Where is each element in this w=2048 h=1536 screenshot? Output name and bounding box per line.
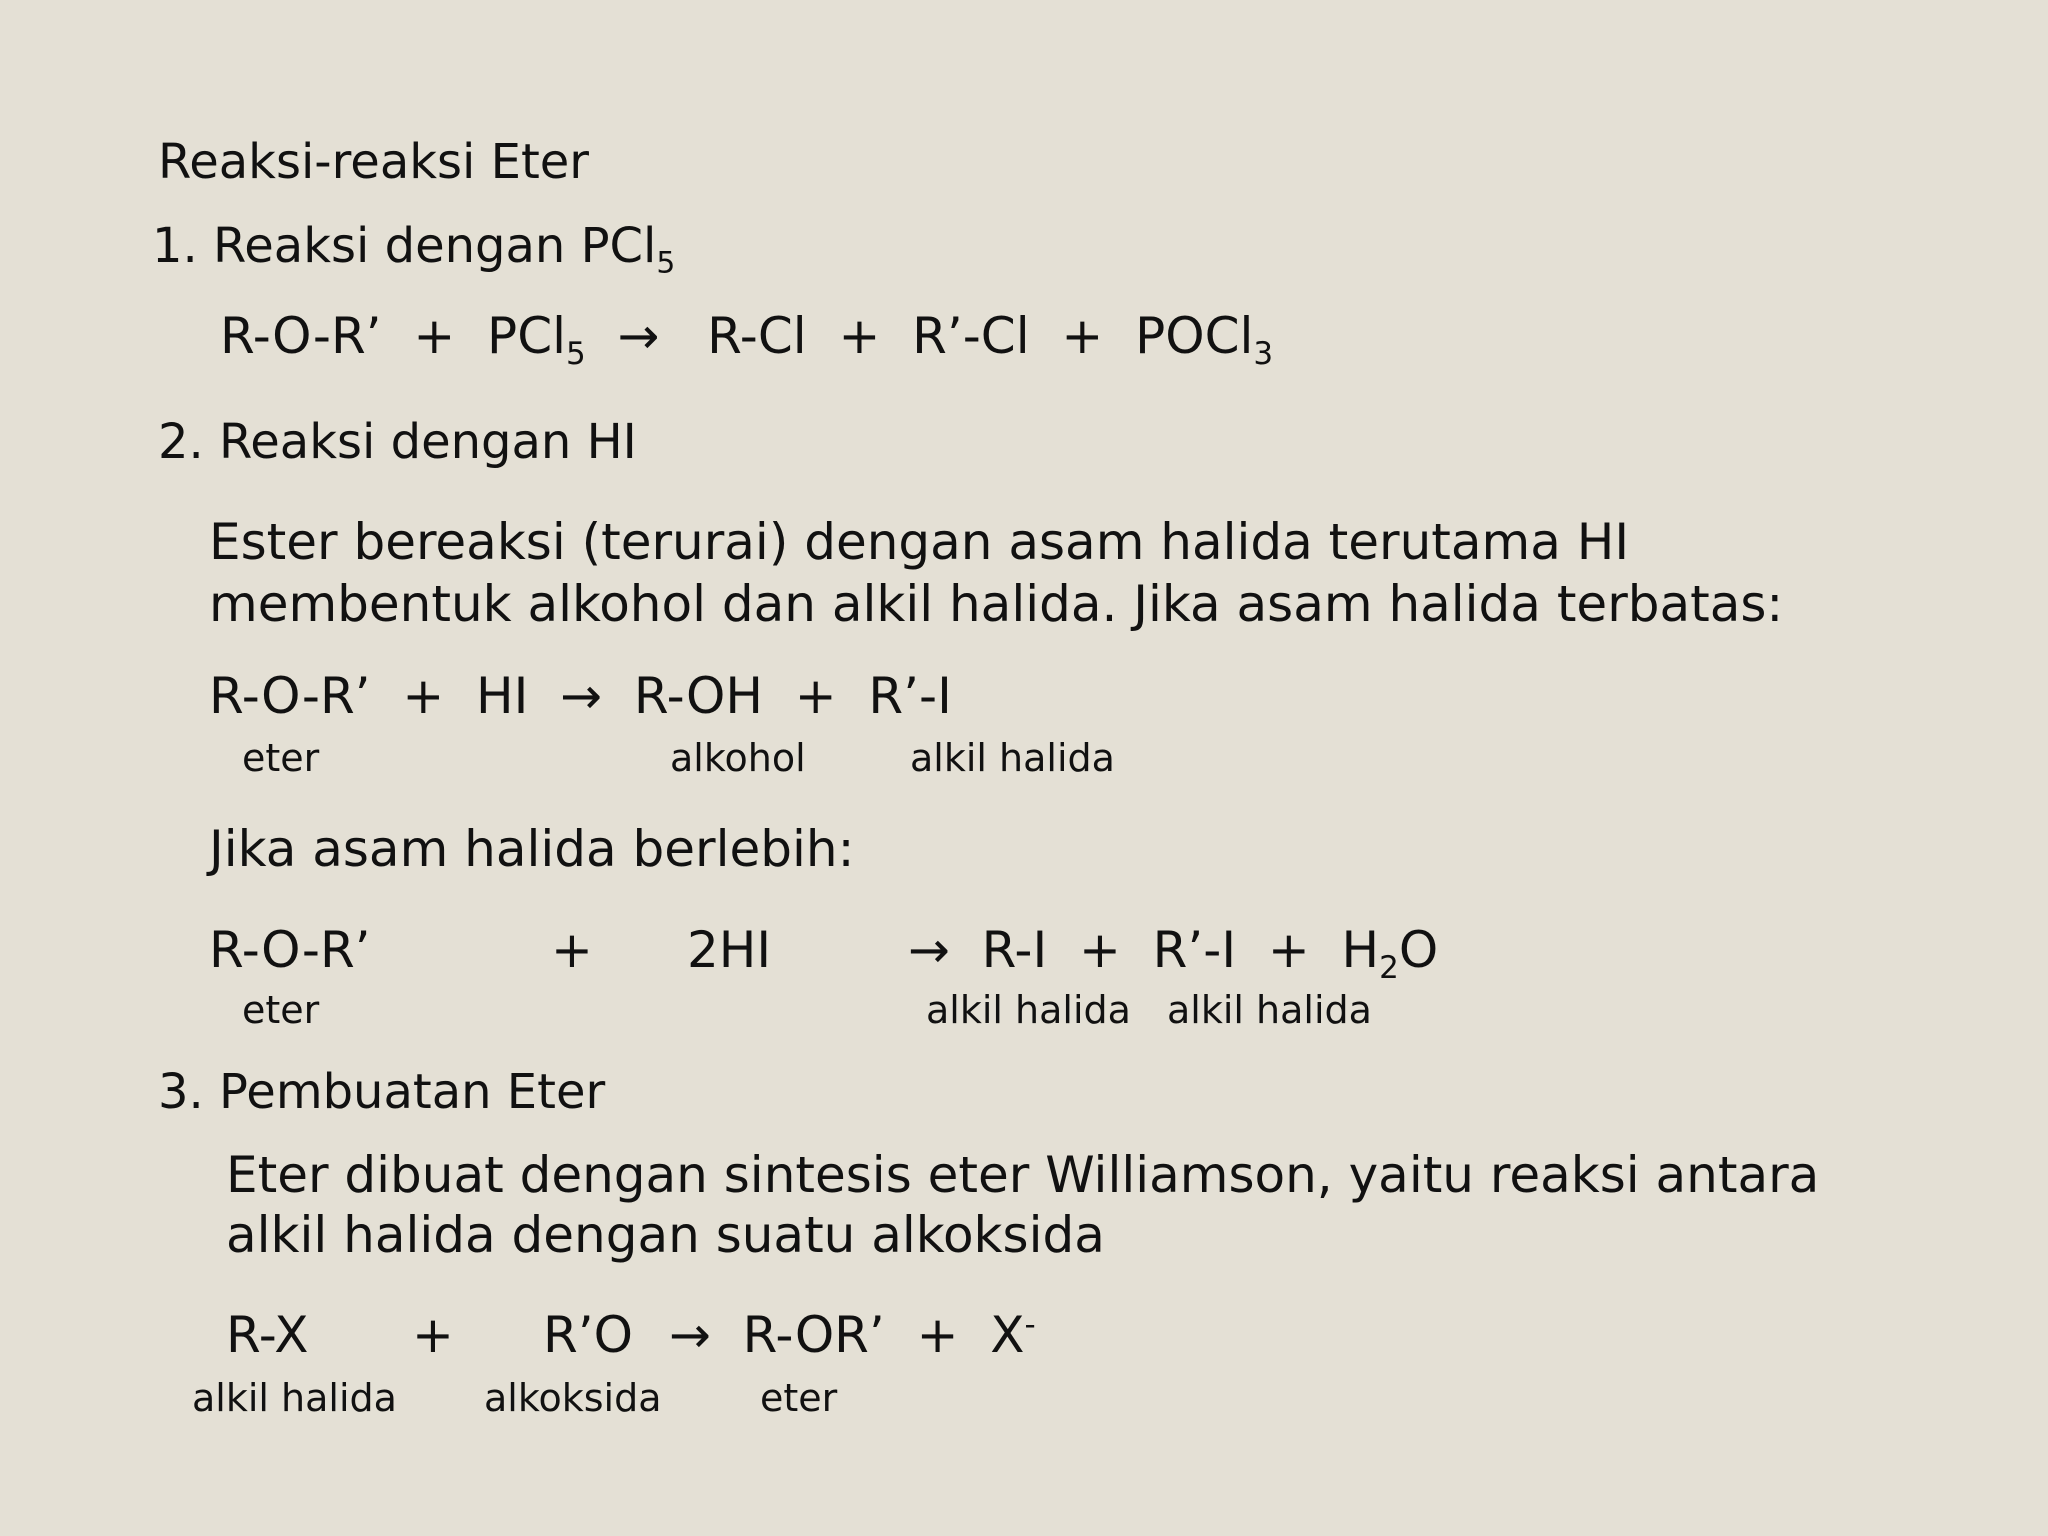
equation-pcl5-subscript-2: 3 bbox=[1253, 335, 1274, 372]
equation-williamson-plus: + bbox=[412, 1306, 454, 1364]
label-alkil-halida-4: alkil halida bbox=[192, 1376, 397, 1420]
equation-hi-limited: R-O-R’ + HI → R-OH + R’-I bbox=[209, 667, 952, 725]
label-alkil-halida-1: alkil halida bbox=[910, 736, 1115, 780]
equation-hi-excess-products bbox=[908, 921, 1439, 986]
equation-hi-excess-products-text: → R-I + R’-I + H bbox=[908, 921, 1380, 979]
section-2-heading: 2. Reaksi dengan HI bbox=[158, 414, 637, 470]
section-2-paragraph-line-1: Ester bereaksi (terurai) dengan asam halida terutama HI bbox=[209, 513, 1630, 571]
label-alkohol: alkohol bbox=[670, 736, 806, 780]
equation-hi-excess-reactant: R-O-R’ bbox=[209, 921, 371, 979]
equation-pcl5 bbox=[220, 307, 1274, 372]
label-alkil-halida-3: alkil halida bbox=[1167, 988, 1372, 1032]
label-alkoksida: alkoksida bbox=[484, 1376, 662, 1420]
equation-hi-excess-subscript: 2 bbox=[1379, 949, 1399, 986]
label-alkil-halida-2: alkil halida bbox=[926, 988, 1131, 1032]
equation-hi-excess-plus: + bbox=[551, 921, 593, 979]
section-3-heading: 3. Pembuatan Eter bbox=[158, 1064, 606, 1120]
slide-title: Reaksi-reaksi Eter bbox=[158, 134, 590, 190]
section-3-paragraph-line-1: Eter dibuat dengan sintesis eter Williamson, yaitu reaksi antara bbox=[226, 1146, 1820, 1204]
equation-pcl5-subscript-1: 5 bbox=[566, 335, 586, 372]
equation-pcl5-reactants: R-O-R’ + PCl bbox=[220, 307, 566, 365]
label-eter-2: eter bbox=[242, 988, 320, 1032]
equation-pcl5-products: → R-Cl + R’-Cl + POCl bbox=[585, 307, 1254, 365]
excess-acid-text: Jika asam halida berlebih: bbox=[209, 820, 855, 878]
equation-williamson-reactant-2: R’O bbox=[543, 1306, 633, 1364]
equation-williamson-superscript: - bbox=[1024, 1307, 1036, 1343]
section-2-paragraph-line-2: membentuk alkohol dan alkil halida. Jika asam halida terbatas: bbox=[209, 575, 1784, 633]
equation-williamson-products-text: → R-OR’ + X bbox=[669, 1306, 1025, 1365]
equation-williamson-products bbox=[669, 1306, 1036, 1365]
equation-hi-excess-products-end: O bbox=[1398, 921, 1439, 979]
equation-hi-excess-reagent: 2HI bbox=[687, 921, 772, 979]
label-eter-1: eter bbox=[242, 736, 320, 780]
label-eter-3: eter bbox=[760, 1376, 838, 1420]
section-1-heading-text: 1. Reaksi dengan PCl bbox=[152, 218, 657, 274]
section-1-heading-subscript: 5 bbox=[656, 245, 676, 281]
section-1-heading bbox=[152, 218, 676, 281]
section-3-paragraph-line-2: alkil halida dengan suatu alkoksida bbox=[226, 1206, 1105, 1264]
equation-williamson-reactant-1: R-X bbox=[226, 1306, 309, 1364]
